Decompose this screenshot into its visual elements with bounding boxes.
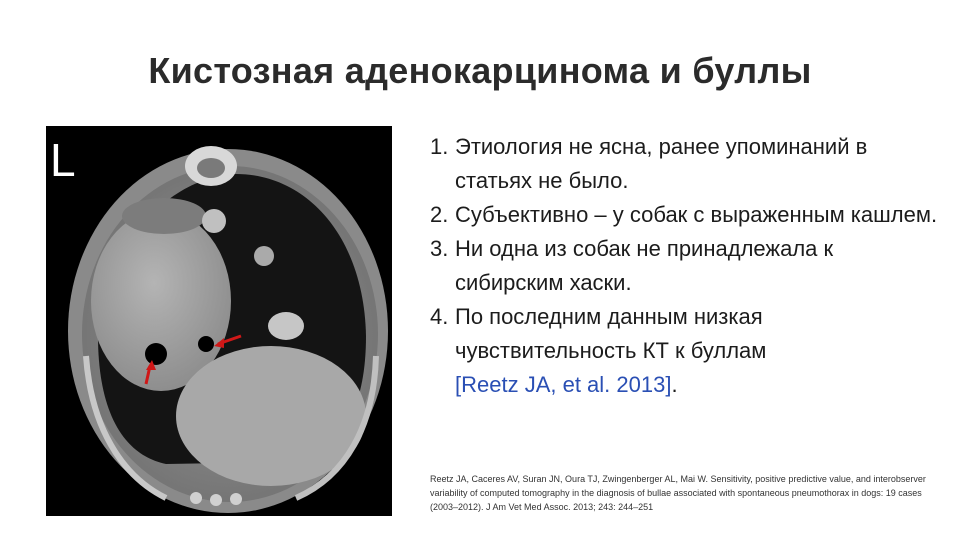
slide-title: Кистозная аденокарцинома и буллы	[148, 50, 812, 91]
point-text: Этиология не ясна, ранее упоминаний в статьях не было.	[455, 134, 868, 193]
ct-scan-image	[46, 126, 392, 516]
point-text: Субъективно – у собак с выраженным кашлем.	[455, 202, 938, 227]
key-points-list	[430, 130, 940, 402]
list-item: 2. Субъективно – у собак с выраженным кашлем.	[430, 198, 940, 232]
citation-link[interactable]: [Reetz JA, et al. 2013]	[455, 372, 672, 397]
point-text: По последним данным низкая чувствительность КТ к буллам	[455, 304, 767, 363]
list-item: 1. Этиология не ясна, ранее упоминаний в статьях не было.	[430, 130, 940, 198]
list-item: 3. Ни одна из собак не принадлежала к сибирским хаски.	[430, 232, 940, 300]
point-text: Ни одна из собак не принадлежала к сибирским хаски.	[455, 236, 834, 295]
reference-text: Reetz JA, Caceres AV, Suran JN, Oura TJ, Zwingenberger AL, Mai W. Sensitivity, positive predictive value, and interobserver variability of computed tomography in the diagnosis of bullae associated with spontaneous pneumothorax in dogs: 19 cases (2003–2012). J Am Vet Med Assoc. 2013; 243: 244–251	[430, 474, 926, 512]
side-label: L	[50, 134, 76, 186]
list-item: 4. По последним данным низкая чувствительность КТ к буллам [Reetz JA, et al. 2013].	[430, 304, 767, 397]
